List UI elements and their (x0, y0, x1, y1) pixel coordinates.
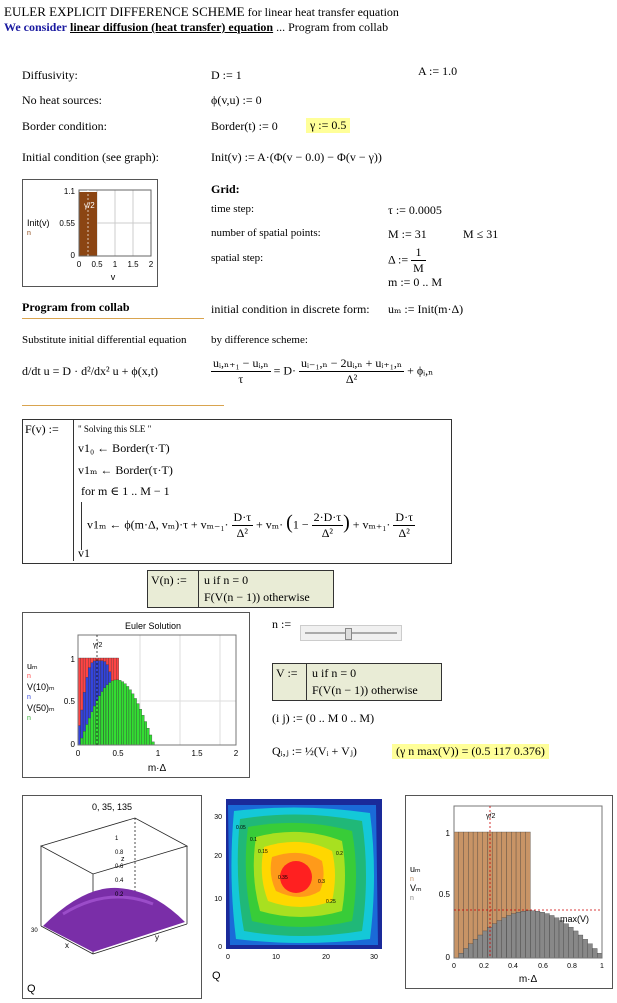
collab-heading: Program from collab (22, 300, 130, 314)
diffusivity-label: Diffusivity: (22, 68, 78, 82)
v50-bar (144, 722, 147, 745)
final-xtick: 0.6 (538, 963, 548, 970)
border-def[interactable]: Border(t) := 0 (211, 119, 278, 133)
border-label: Border condition: (22, 119, 107, 133)
points-constraint: M ≤ 31 (463, 227, 499, 241)
contour-ytick: 10 (214, 896, 222, 903)
recursion-name[interactable]: V(n) := (151, 573, 187, 587)
n-slider[interactable] (300, 625, 402, 641)
program-update: v1ₘ ← ϕ(m·Δ, vₘ)·τ + vₘ₋₁· $\frac{D\cdot\tau}{\text{Δ²}}$ + vₘ· (1 − $\frac{2\cdot D\cdot\tau}{\text{Δ²}}$ ) + vₘ₊₁· $\frac{D\cdot\tau}{\text{Δ²}}$ (87, 510, 413, 540)
v50-bar (83, 731, 86, 745)
v-bar (588, 944, 593, 958)
euler-xtick: 0.5 (112, 749, 124, 758)
result-value: (γ n max(V)) = (0.5 117 0.376) (392, 744, 549, 759)
recursion-name[interactable]: V := (276, 666, 298, 680)
v-bar (569, 927, 574, 958)
init-ytick: 0.55 (59, 219, 75, 228)
by-label: by difference scheme: (211, 334, 308, 346)
v50-bar (132, 694, 135, 745)
init-marker: γ/2 (84, 201, 95, 210)
v-bar (507, 915, 512, 958)
z-tick: 0.8 (115, 850, 124, 856)
v50-bar (116, 680, 119, 745)
euler-ysub: n (27, 673, 31, 680)
v50-bar (86, 724, 89, 745)
u-bar (459, 832, 464, 958)
gamma-def[interactable]: γ := 0.5 (306, 118, 350, 133)
time-step-def[interactable]: τ := 0.0005 (388, 203, 442, 217)
program-block[interactable] (22, 419, 452, 564)
v-bar (549, 915, 554, 958)
contour-level: 0.2 (336, 851, 343, 857)
euler-xtick: 0 (75, 749, 81, 758)
init-plot-svg (23, 180, 157, 286)
v50-bar (101, 692, 104, 745)
recursion-case: F(V(n − 1)) otherwise (312, 683, 418, 697)
v50-bar (137, 704, 140, 745)
v-bar (564, 924, 569, 958)
final-ytick: 1 (445, 829, 450, 838)
v50-bar (88, 718, 91, 745)
init-plot-panel[interactable] (22, 179, 158, 287)
euler-xtick: 2 (233, 749, 239, 758)
spatial-label: spatial step: (211, 252, 264, 264)
u-bar (473, 832, 478, 958)
program-line: v1₀ ← Border(τ·T) (78, 441, 170, 455)
program-comment: " Solving this SLE " (78, 424, 152, 434)
spatial-def[interactable]: Δ := $\frac{1}{M}$ (388, 245, 424, 275)
v-bar (545, 914, 550, 958)
x-axis-label: x (65, 941, 69, 950)
program-line: v1ₘ ← Border(τ·T) (78, 463, 173, 477)
subst-label: Substitute initial differential equation (22, 334, 187, 346)
separator (22, 405, 224, 406)
euler-title: Euler Solution (124, 621, 182, 631)
final-ylabel-u: uₘ (410, 864, 421, 874)
v-bar (502, 918, 507, 958)
plot3d-panel[interactable] (22, 795, 202, 999)
contour-label: Q (212, 970, 221, 982)
euler-xlabel: m·Δ (147, 763, 167, 774)
u-bar (464, 832, 469, 958)
consider-line: We consider linear diffusion (heat transfer) equation ... Program from collab (4, 20, 389, 34)
contour-level: 0.05 (236, 825, 246, 831)
q-def[interactable]: Qᵢ,ⱼ := ½(Vᵢ + Vⱼ) (272, 744, 357, 758)
v50-bar (81, 738, 84, 745)
ij-def[interactable]: (i j) := (0 .. M 0 .. M) (272, 711, 375, 725)
final-ysub: n (410, 876, 414, 883)
v-bar (468, 944, 473, 958)
separator (22, 318, 204, 319)
pde-equation: d/dt u = D · d²/dx² u + ϕ(x,t) (22, 364, 159, 378)
v50-bar (129, 690, 132, 745)
v-bar (459, 953, 464, 958)
init-ylabel: Init(v) (27, 218, 50, 228)
contour-level: 0.3 (318, 879, 325, 885)
euler-ytick: 0 (70, 740, 75, 749)
final-ytick: 0 (445, 953, 450, 962)
init-xtick: 1.5 (127, 260, 139, 269)
recursion-case: u if n = 0 (204, 573, 249, 587)
u-bar (454, 832, 459, 958)
euler-ysub: n (27, 694, 31, 701)
init-ytick: 0 (70, 251, 75, 260)
range-def[interactable]: m := 0 .. M (388, 275, 443, 289)
v50-bar (103, 688, 106, 745)
v50-bar (124, 684, 127, 745)
points-def[interactable]: M := 31 (388, 227, 427, 241)
contour-level: 0.25 (326, 899, 336, 905)
z-tick: 1 (115, 836, 119, 842)
contour-panel[interactable] (206, 795, 386, 995)
euler-marker: γ/2 (93, 642, 103, 649)
final-ysub: n (410, 895, 414, 902)
v-bar (473, 939, 478, 958)
final-xtick: 0.2 (479, 963, 489, 970)
euler-ytick: 1 (70, 655, 75, 664)
contour-ytick: 0 (218, 944, 222, 951)
v50-bar (119, 680, 122, 745)
final-marker: γ/2 (486, 813, 496, 820)
init-ytick: 1.1 (63, 187, 75, 196)
corner-label: 30 (31, 928, 38, 934)
v-bar (511, 914, 516, 958)
u-bar (468, 832, 473, 958)
final-xtick: 0 (452, 963, 456, 970)
final-plot-panel[interactable] (405, 795, 613, 989)
contour-xtick: 20 (322, 954, 330, 961)
diffusivity-def[interactable]: D := 1 (211, 68, 242, 82)
z-tick: 0.2 (115, 892, 124, 898)
amplitude-def[interactable]: A := 1.0 (418, 64, 458, 78)
v50-bar (98, 696, 101, 745)
v-bar (573, 931, 578, 958)
program-for: for m ∈ 1 .. M − 1 (81, 484, 170, 498)
slider-thumb[interactable] (345, 628, 352, 640)
v-bar (526, 911, 531, 958)
final-max-label: max(V) (560, 914, 589, 924)
plot3d-label: Q (27, 983, 36, 995)
v-bar (530, 911, 535, 958)
contour-ytick: 20 (214, 853, 222, 860)
v50-bar (126, 686, 129, 745)
final-plot-svg (406, 796, 612, 988)
plot3d-title: 0, 35, 135 (91, 802, 133, 812)
euler-plot-panel[interactable] (22, 612, 250, 778)
plot3d-svg (23, 796, 201, 998)
points-label: number of spatial points: (211, 227, 321, 239)
v-bar (597, 953, 602, 958)
no-heat-label: No heat sources: (22, 93, 102, 107)
v-bar (483, 931, 488, 958)
z-tick: 0.6 (115, 864, 124, 870)
final-xtick: 1 (600, 963, 604, 970)
v50-bar (149, 735, 152, 745)
v-bar (583, 939, 588, 958)
euler-ylabel-v10: V(10)ₘ (27, 682, 55, 692)
z-tick: 0.4 (115, 878, 124, 884)
discrete-label: initial condition in discrete form: (211, 302, 370, 316)
y-axis-label: y (155, 933, 159, 942)
euler-xtick: 1 (155, 749, 161, 758)
initial-def[interactable]: Init(v) := A·(Φ(v − 0.0) − Φ(v − γ)) (211, 150, 382, 164)
init-xtick: 0.5 (91, 260, 103, 269)
difference-scheme: $\frac{\text{uᵢ,ₙ₊₁ − uᵢ,ₙ}}{\tau}$ = D· $\frac{\text{uᵢ₋₁,ₙ − 2uᵢ,ₙ + uᵢ₊₁,ₙ}}{\text{Δ²}}$ + ϕᵢ,ₙ (213, 356, 434, 386)
v50-bar (139, 709, 142, 745)
init-ylabel-sub: n (27, 230, 31, 237)
v-bar (540, 912, 545, 958)
page-title: EULER EXPLICIT DIFFERENCE SCHEME for linear heat transfer equation (4, 4, 399, 19)
recursion-case: F(V(n − 1)) otherwise (204, 590, 310, 604)
equation-link[interactable]: linear diffusion (heat transfer) equation (70, 20, 274, 34)
init-xtick: 1 (112, 260, 118, 269)
contour-xtick: 10 (272, 954, 280, 961)
v-bar (478, 935, 483, 958)
v50-bar (93, 706, 96, 745)
contour-level: 0.35 (278, 875, 288, 881)
v-bar (464, 948, 469, 958)
final-xtick: 0.8 (567, 963, 577, 970)
v-bar (516, 912, 521, 958)
v-bar (559, 921, 564, 958)
no-heat-def[interactable]: ϕ(v,u) := 0 (211, 93, 262, 107)
contour-xtick: 30 (370, 954, 378, 961)
recursion-case: u if n = 0 (312, 666, 357, 680)
init-xtick: 0 (76, 260, 82, 269)
contour-xtick: 0 (226, 954, 230, 961)
euler-plot-svg (23, 613, 249, 777)
v-bar (492, 924, 497, 958)
time-step-label: time step: (211, 203, 255, 215)
initial-label: Initial condition (see graph): (22, 150, 159, 164)
v-bar (578, 935, 583, 958)
v50-bar (109, 682, 112, 745)
euler-ylabel-u: uₘ (27, 661, 38, 671)
euler-ysub: n (27, 715, 31, 722)
program-return: v1 (78, 546, 90, 560)
v-bar (592, 948, 597, 958)
v50-bar (91, 712, 94, 745)
z-axis-label: z (121, 856, 125, 863)
euler-ylabel-v50: V(50)ₘ (27, 703, 55, 713)
v50-bar (114, 680, 117, 745)
final-xtick: 0.4 (508, 963, 518, 970)
contour-svg (206, 795, 386, 995)
final-ytick: 0.5 (438, 890, 450, 899)
grid-title: Grid: (211, 182, 240, 196)
program-name[interactable]: F(v) := (25, 422, 59, 436)
v-bar (554, 918, 559, 958)
final-xlabel: m·Δ (518, 974, 538, 985)
recursion-box[interactable] (147, 570, 334, 608)
v-bar (521, 911, 526, 958)
final-ylabel-v: Vₘ (410, 883, 422, 893)
contour-level: 0.1 (250, 837, 257, 843)
slider-label: n := (272, 617, 292, 631)
init-xlabel: v (110, 272, 116, 282)
v-bar (497, 921, 502, 958)
v50-bar (142, 715, 145, 745)
euler-ytick: 0.5 (63, 697, 75, 706)
recursion-box-2[interactable] (272, 663, 442, 701)
v50-bar (121, 682, 124, 745)
init-xtick: 2 (148, 260, 154, 269)
contour-level: 0.15 (258, 849, 268, 855)
v50-bar (111, 681, 114, 745)
discrete-def[interactable]: uₘ := Init(m·Δ) (388, 302, 464, 316)
v50-bar (147, 728, 150, 745)
euler-xtick: 1.5 (191, 749, 203, 758)
contour-ytick: 30 (214, 814, 222, 821)
v50-bar (134, 698, 137, 745)
v50-bar (106, 685, 109, 745)
v-bar (535, 911, 540, 958)
